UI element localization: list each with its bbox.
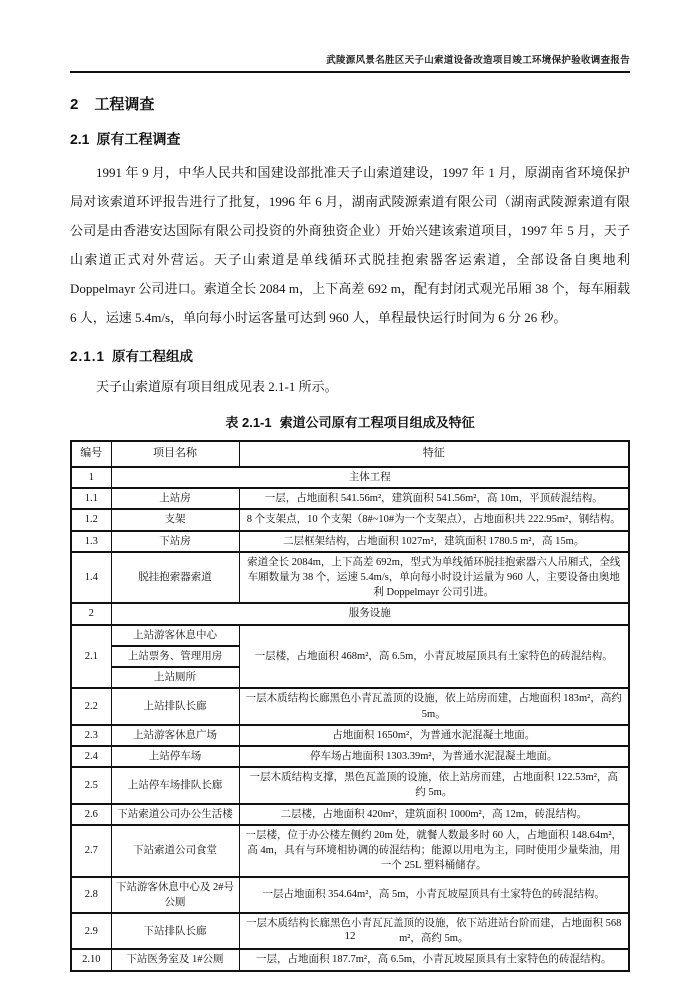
- cell-no: 1.3: [71, 531, 111, 552]
- cell-feature: 一层占地面积 354.64m²，高 5m，小青瓦坡屋顶具有土家特色的砖混结构。: [239, 877, 629, 913]
- running-header-title: 武陵源风景名胜区天子山索道设备改造项目竣工环境保护验收调查报告: [326, 56, 630, 66]
- cell-no: 2.7: [71, 825, 111, 877]
- cell-no: 1: [71, 467, 111, 488]
- table-row: [71, 767, 629, 803]
- cell-feature: 一层，占地面积 541.56m²，建筑面积 541.56m²，高 10m，平顶砖混结构。: [239, 488, 629, 509]
- cell-no: 1.1: [71, 488, 111, 509]
- page-number: 12: [344, 930, 356, 942]
- cell-feature: 一层木质结构长廊黑色小青瓦盖顶的设施，依上站房而建，占地面积 183m²，高约 5m。: [239, 688, 629, 724]
- cell-no: 2.10: [71, 949, 111, 970]
- table-row: [71, 746, 629, 767]
- cell-no: 2.6: [71, 804, 111, 825]
- cell-name: 脱挂抱索器索道: [111, 552, 239, 604]
- cell-feature: 占地面积 1650m²，为普通水泥混凝土地面。: [239, 725, 629, 746]
- table-row: [71, 552, 629, 604]
- table-row: [71, 877, 629, 913]
- cell-feature: 一层木质结构长廊黑色小青瓦瓦盖顶的设施，依下站进站台阶而建，占地面积 568m²，高约 5m。: [239, 913, 629, 949]
- cell-name: 上站游客休息广场: [111, 725, 239, 746]
- cell-name: 支架: [111, 509, 239, 530]
- section-number: 2: [70, 96, 79, 113]
- table-row: [71, 688, 629, 724]
- cell-section-title: 服务设施: [111, 603, 629, 624]
- table-row: [71, 725, 629, 746]
- table-section-row: [71, 603, 629, 624]
- table-section-row: [71, 467, 629, 488]
- cell-feature: 一层，占地面积 187.7m²，高 6.5m，小青瓦坡屋顶具有土家特色的砖混结构。: [239, 949, 629, 970]
- cell-feature: 一层楼，位于办公楼左侧约 20m 处，就餐人数最多时 60 人，占地面积 148.64m²，高 4m，具有与环境相协调的砖混结构；能源以用电为主，同时使用少量柴油，用一个 25L 塑料桶储存。: [239, 825, 629, 877]
- table-lead-sentence: 天子山索道原有项目组成见表 2.1-1 所示。: [96, 379, 338, 394]
- cell-no: 1.4: [71, 552, 111, 604]
- cell-no: 2.5: [71, 767, 111, 803]
- cell-name: 下站排队长廊: [111, 913, 239, 949]
- cell-name: 下站索道公司食堂: [111, 825, 239, 877]
- cell-no: 2.1: [71, 625, 111, 689]
- cell-feature: 停车场占地面积 1303.39m²，为普通水泥混凝土地面。: [239, 746, 629, 767]
- table-row: [71, 488, 629, 509]
- cell-feature: 一层楼，占地面积 468m²，高 6.5m，小青瓦坡屋顶具有土家特色的砖混结构。: [239, 625, 629, 689]
- table-row: [71, 949, 629, 970]
- column-header-no: 编号: [71, 441, 111, 467]
- cell-name: 上站排队长廊: [111, 688, 239, 724]
- table-title: [70, 412, 630, 431]
- table-title-text: 索道公司原有工程项目组成及特征: [279, 415, 475, 430]
- cell-feature: 8 个支架点，10 个支架（8#~10#为一个支架点），占地面积共 222.95m²，钢结构。: [239, 509, 629, 530]
- section-title: 原有工程调查: [96, 131, 181, 147]
- cell-name: 上站票务、管理用房: [111, 646, 239, 667]
- section-title: 原有工程组成: [112, 349, 194, 364]
- cell-feature: 二层楼，占地面积 420m²，建筑面积 1000m²，高 12m，砖混结构。: [239, 804, 629, 825]
- cell-name: 上站游客休息中心: [111, 625, 239, 646]
- section-number: 2.1: [70, 131, 90, 147]
- table-row: [71, 825, 629, 877]
- cell-name: 上站停车场排队长廊: [111, 767, 239, 803]
- cell-name: 上站停车场: [111, 746, 239, 767]
- cell-name: 下站房: [111, 531, 239, 552]
- section-heading-2: [70, 93, 630, 114]
- cell-no: 2.8: [71, 877, 111, 913]
- section-number: 2.1.1: [70, 349, 106, 364]
- cell-name: 下站索道公司办公生活楼: [111, 804, 239, 825]
- table-row: [71, 531, 629, 552]
- cell-name: 下站医务室及 1#公厕: [111, 949, 239, 970]
- project-composition-table: [70, 440, 630, 972]
- cell-no: 2.2: [71, 688, 111, 724]
- cell-no: 2.9: [71, 913, 111, 949]
- table-row: [71, 804, 629, 825]
- section-title: 工程调查: [94, 96, 155, 113]
- section-heading-2-1: [70, 129, 630, 149]
- cell-feature: 一层木质结构支撑，黑色瓦盖顶的设施，依上站房而建，占地面积 122.53m²，高约 5m。: [239, 767, 629, 803]
- cell-no: 2: [71, 603, 111, 624]
- cell-name: 上站房: [111, 488, 239, 509]
- cell-section-title: 主体工程: [111, 467, 629, 488]
- table-row: [71, 509, 629, 530]
- cell-no: 2.3: [71, 725, 111, 746]
- table-number-label: 表 2.1-1: [225, 415, 272, 430]
- cell-name: 下站游客休息中心及 2#号公厕: [111, 877, 239, 913]
- table-header-row: [71, 441, 629, 467]
- column-header-feature: 特征: [239, 441, 629, 467]
- body-paragraph: 1991 年 9 月，中华人民共和国建设部批准天子山索道建设，1997 年 1 月，原湖南省环境保护局对该索道环评报告进行了批复，1996 年 6 月，湖南武陵源索道有限公司（湖南武陵源索道有限公司是由香港安达国际有限公司投资的外商独资企业）开始兴建该索道项目，1997 年 5 月，天子山索道正式对外营运。天子山索道是单线循环式脱挂抱索器客运索道，全部设备自奥地利 Doppelmayr 公司进口。索道全长 2084 m，上下高差 692 m，配有封闭式观光吊厢 38 个，每车厢载 6 人，运速 5.4m/s，单向每小时运客量可达到 960 人，单程最快运行时间为 6 分 26 秒。: [70, 165, 630, 325]
- column-header-name: 项目名称: [111, 441, 239, 467]
- header-rule: [70, 71, 630, 73]
- cell-no: 1.2: [71, 509, 111, 530]
- cell-no: 2.4: [71, 746, 111, 767]
- section-heading-2-1-1: [70, 345, 630, 365]
- cell-feature: 索道全长 2084m，上下高差 692m，型式为单线循环脱挂抱索器六人吊厢式，全线车厢数量为 38 个，运速 5.4m/s，单向每小时设计运量为 960 人，主要设备由奥地利 Doppelmayr 公司引进。: [239, 552, 629, 604]
- cell-feature: 二层框架结构，占地面积 1027m²，建筑面积 1780.5 m²，高 15m。: [239, 531, 629, 552]
- cell-name: 上站厕所: [111, 667, 239, 688]
- table-row-group: [71, 625, 629, 646]
